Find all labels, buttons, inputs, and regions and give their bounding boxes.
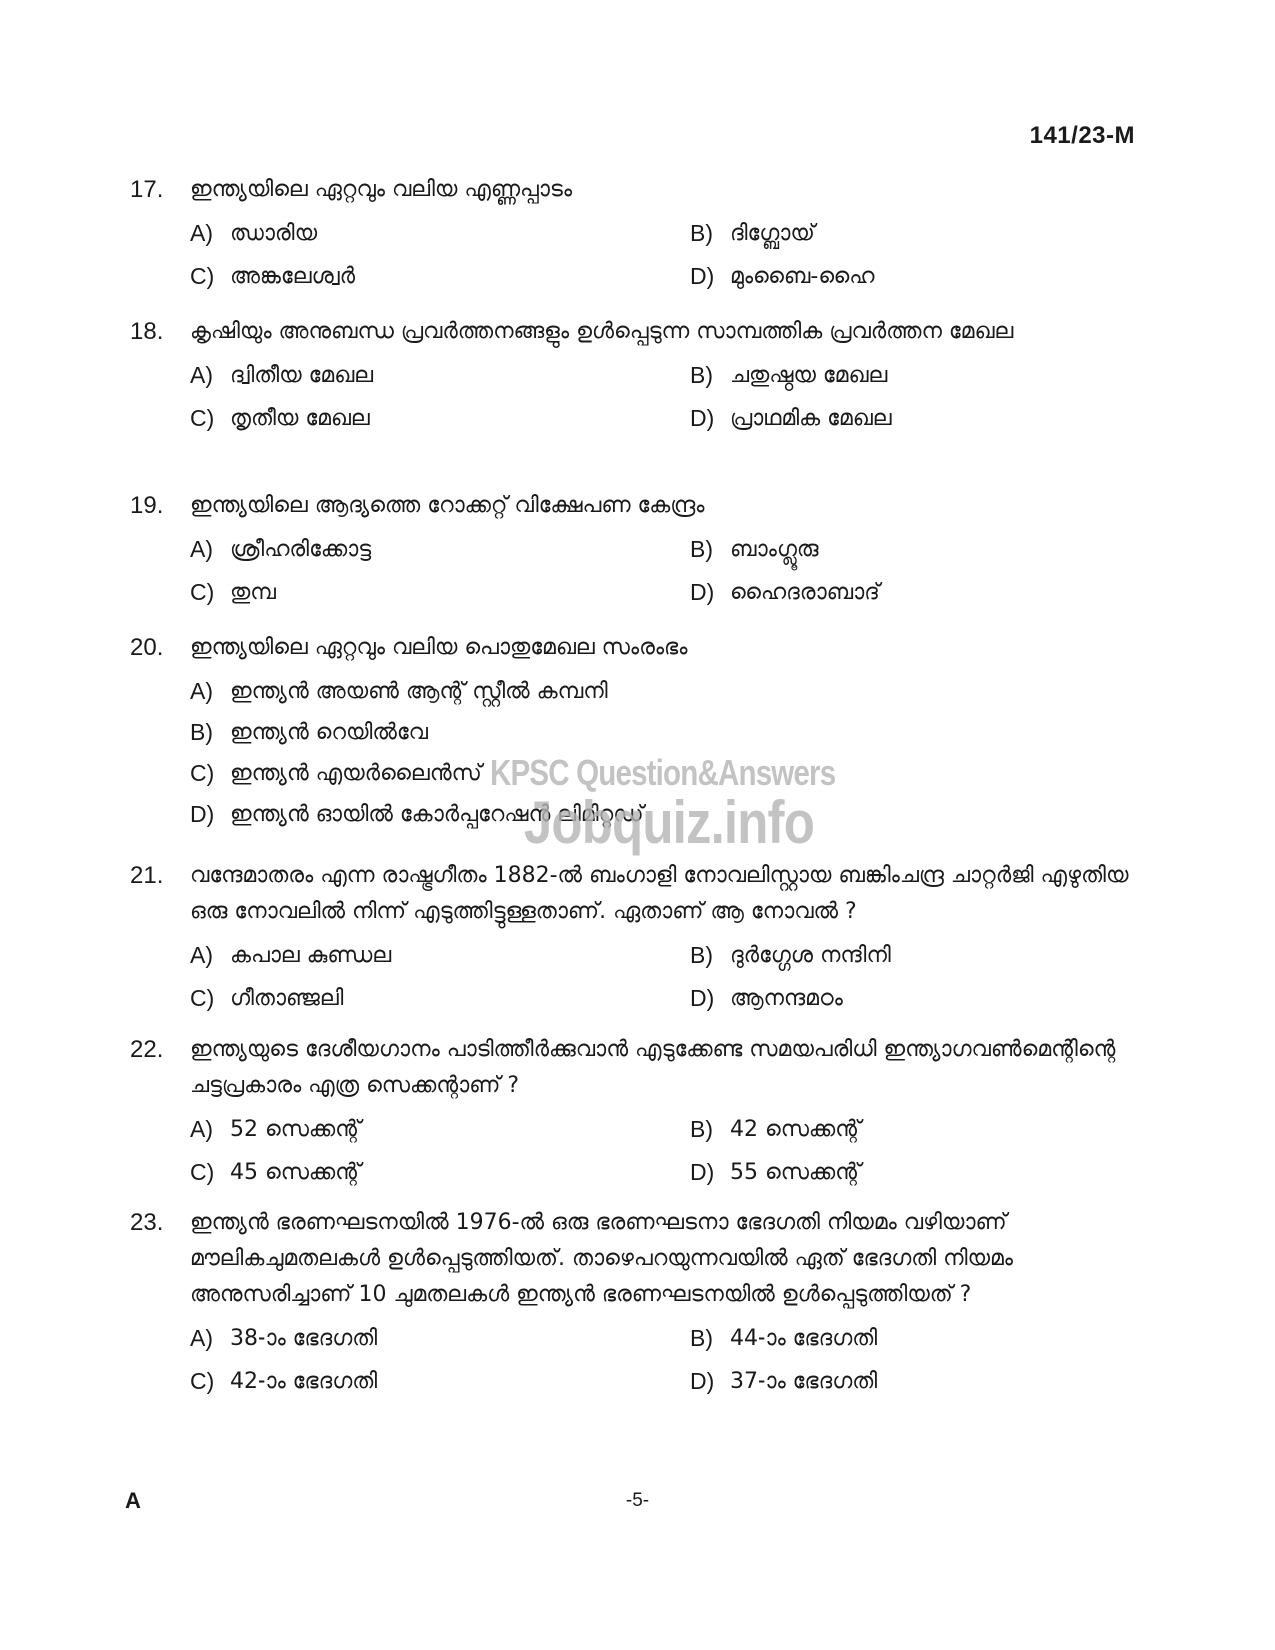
question-text: ഇന്ത്യയുടെ ദേശീയഗാനം പാടിത്തീർക്കുവാൻ എടുക്കേണ്ട സമയപരിധി ഇന്ത്യാഗവൺമെന്റിന്റെ ചട്ടപ്രകാരം എത്ര സെക്കന്റാണ് ? (190, 1037, 1116, 1098)
option-letter: C) (190, 759, 215, 786)
question-text: വന്ദേമാതരം എന്ന രാഷ്ട്രഗീതം 1882-ൽ ബംഗാളി നോവലിസ്റ്റായ ബങ്കിംചന്ദ്ര ചാറ്റർജി എഴുതിയ ഒരു നോവലിൽ നിന്ന് എടുത്തിട്ടുള്ളതാണ്. ഏതാണ് ആ നോവൽ ? (190, 863, 1129, 924)
option-a (190, 358, 690, 392)
option-b (690, 1321, 1130, 1355)
option-letter: C) (190, 404, 215, 431)
option-letter: C) (190, 578, 215, 605)
options (190, 1112, 1130, 1189)
option-a (190, 1321, 690, 1355)
question-number: 18. (130, 318, 164, 345)
option-letter: A) (190, 941, 213, 968)
question-number: 23. (130, 1209, 164, 1236)
option-text: ബാംഗ്ലൂരു (730, 536, 819, 562)
question-22 (130, 1032, 1130, 1189)
option-text: 55 സെക്കന്റ് (730, 1159, 861, 1185)
option-d (690, 1364, 1130, 1398)
question-number: 17. (130, 176, 164, 203)
option-letter: D) (690, 1158, 715, 1185)
options (190, 216, 1130, 293)
option-text: ചതുഷ്ഠയ മേഖല (730, 362, 888, 388)
option-a (190, 532, 690, 566)
option-letter: A) (190, 677, 213, 704)
page-number: -5- (625, 1490, 650, 1511)
option-letter: D) (690, 1367, 715, 1394)
option-text: 37-ാം ഭേദഗതി (730, 1368, 878, 1394)
option-letter: C) (190, 262, 215, 289)
question-19 (130, 488, 1130, 609)
option-text: ആനന്ദമഠം (730, 985, 843, 1011)
option-letter: B) (190, 718, 213, 745)
option-text: പ്രാഥമിക മേഖല (730, 405, 892, 431)
question-number: 22. (130, 1036, 164, 1063)
option-text: ഇന്ത്യൻ എയർലൈൻസ് (230, 760, 482, 786)
question-18 (130, 314, 1130, 435)
options (190, 674, 1130, 831)
option-c (190, 575, 690, 609)
option-letter: C) (190, 984, 215, 1011)
option-letter: C) (190, 1367, 215, 1394)
option-text: അങ്കലേശ്വർ (230, 263, 355, 289)
question-number: 19. (130, 492, 164, 519)
option-d (690, 575, 1130, 609)
option-text: ഝാരിയ (230, 220, 318, 246)
option-c (190, 401, 690, 435)
watermark-line-2: Jobquiz.info (523, 789, 814, 856)
option-text: കപാല കുണ്ഡല (230, 942, 392, 968)
question-number: 21. (130, 862, 164, 889)
option-b (690, 938, 1130, 972)
option-c (190, 1155, 690, 1189)
option-letter: A) (190, 1115, 213, 1142)
question-text: ഇന്ത്യയിലെ ആദ്യത്തെ റോക്കറ്റ് വിക്ഷേപണ കേന്ദ്രം (190, 493, 705, 518)
option-a (190, 216, 690, 250)
option-text: ഇന്ത്യൻ അയൺ ആന്റ് സ്റ്റീൽ കമ്പനി (230, 678, 608, 704)
option-text: ദ്വിതീയ മേഖല (230, 362, 374, 388)
option-c (190, 981, 690, 1015)
option-letter: B) (690, 535, 713, 562)
option-letter: B) (690, 219, 713, 246)
option-text: ഹൈദരാബാദ് (730, 579, 880, 605)
option-b (690, 1112, 1130, 1146)
option-text: ദുർഗ്ഗേശ നന്ദിനി (730, 942, 891, 968)
option-letter: D) (690, 262, 715, 289)
option-text: 52 സെക്കന്റ് (230, 1116, 361, 1142)
option-c (190, 259, 690, 293)
option-text: ദിഗ്ബോയ് (730, 220, 815, 246)
options (190, 1321, 1130, 1398)
option-b (690, 216, 1130, 250)
option-text: ഇന്ത്യൻ ഓയിൽ കോർപ്പറേഷൻ ലിമിറ്റഡ് (230, 801, 644, 827)
options (190, 938, 1130, 1015)
option-letter: D) (690, 578, 715, 605)
option-letter: D) (690, 984, 715, 1011)
question-21 (130, 858, 1130, 1015)
option-letter: D) (190, 800, 215, 827)
question-23 (130, 1205, 1130, 1398)
options (190, 532, 1130, 609)
option-letter: B) (690, 1324, 713, 1351)
question-text: ഇന്ത്യയിലെ ഏറ്റവും വലിയ പൊതുമേഖല സംരംഭം (190, 635, 688, 660)
option-letter: A) (190, 535, 213, 562)
option-b (690, 532, 1130, 566)
option-d (690, 1155, 1130, 1189)
option-a (190, 938, 690, 972)
option-letter: C) (190, 1158, 215, 1185)
watermark-line-1: KPSC Question&Answers (490, 752, 836, 793)
option-text: 45 സെക്കന്റ് (230, 1159, 361, 1185)
options (190, 358, 1130, 435)
question-text: ഇന്ത്യൻ ഭരണഘടനയിൽ 1976-ൽ ഒരു ഭരണഘടനാ ഭേദഗതി നിയമം വഴിയാണ് മൗലികചുമതലകൾ ഉൾപ്പെടുത്തിയത്. താഴെപറയുന്നവയിൽ ഏത് ഭേദഗതി നിയമം അനുസരിച്ചാണ് 10 ചുമതലകൾ ഇന്ത്യൻ ഭരണഘടനയിൽ ഉൾപ്പെടുത്തിയത് ? (190, 1210, 1013, 1307)
option-text: തൃതീയ മേഖല (230, 405, 370, 431)
question-text: ഇന്ത്യയിലെ ഏറ്റവും വലിയ എണ്ണപ്പാടം (190, 177, 573, 202)
question-text: കൃഷിയും അനുബന്ധ പ്രവർത്തനങ്ങളും ഉൾപ്പെടുന്ന സാമ്പത്തിക പ്രവർത്തന മേഖല (190, 319, 1014, 344)
option-text: മുംബൈ-ഹൈ (730, 263, 875, 289)
option-text: തുമ്പ (230, 579, 276, 605)
question-17 (130, 172, 1130, 293)
option-d (190, 797, 1130, 831)
option-a (190, 674, 1130, 708)
series-letter: A (125, 1488, 141, 1513)
option-letter: A) (190, 361, 213, 388)
option-text: 42 സെക്കന്റ് (730, 1116, 861, 1142)
option-letter: B) (690, 941, 713, 968)
option-c (190, 1364, 690, 1398)
option-a (190, 1112, 690, 1146)
option-text: ഗീതാഞ്ജലി (230, 985, 344, 1011)
option-text: 42-ാം ഭേദഗതി (230, 1368, 378, 1394)
option-letter: A) (190, 219, 213, 246)
question-number: 20. (130, 634, 164, 661)
option-letter: A) (190, 1324, 213, 1351)
option-text: ശ്രീഹരിക്കോട്ട (230, 536, 372, 562)
option-letter: D) (690, 404, 715, 431)
option-b (190, 715, 1130, 749)
option-d (690, 401, 1130, 435)
option-text: 44-ാം ഭേദഗതി (730, 1325, 878, 1351)
option-c (190, 756, 1130, 790)
option-text: 38-ാം ഭേദഗതി (230, 1325, 378, 1351)
paper-code: 141/23-M (1029, 122, 1135, 149)
option-d (690, 981, 1130, 1015)
option-b (690, 358, 1130, 392)
option-letter: B) (690, 1115, 713, 1142)
option-d (690, 259, 1130, 293)
option-text: ഇന്ത്യൻ റെയിൽവേ (230, 719, 428, 745)
question-20 (130, 630, 1130, 831)
option-letter: B) (690, 361, 713, 388)
